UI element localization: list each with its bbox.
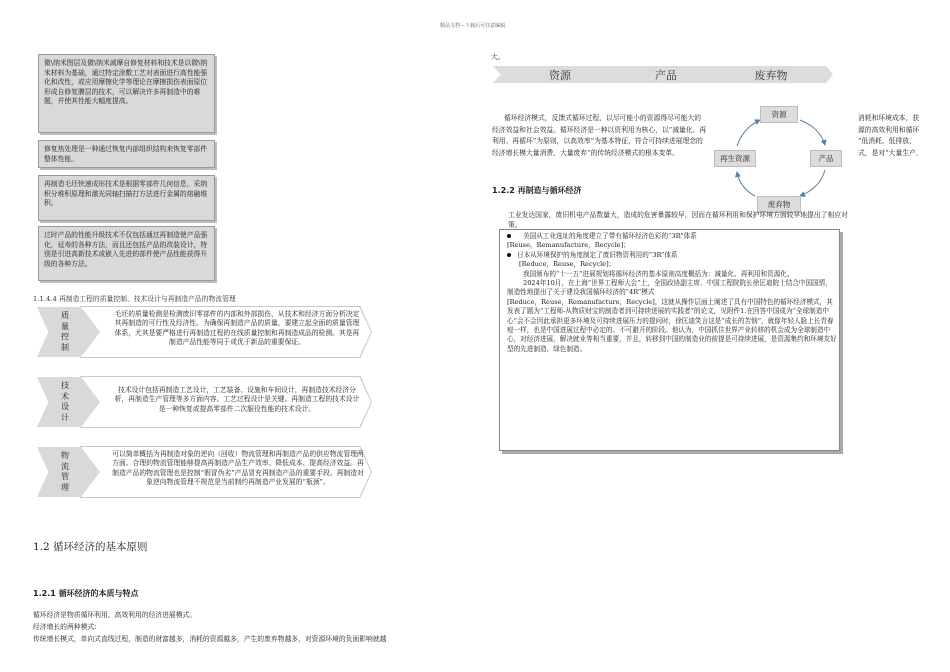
flow-label-resource: 资源 bbox=[549, 69, 571, 82]
section-1-2-1-title: 1.2.1 循环经济的本质与特点 bbox=[33, 589, 139, 598]
panel-4r-model: 2024年10月，在上海“世界工程师大会”上，全国政协副主席、中国工程院院长徐匡迪院士结合中国国情，制造性地提出了关于建设我国循环经济的“4R”模式 bbox=[507, 279, 832, 297]
box-rapid-forming: 再制造毛坯快速成形技术是根据零部件几何信息，采纳积分堆积原理和激光同轴扫描打方法进行金属的熔融堆积。 bbox=[38, 175, 215, 221]
para-industrial-countries: 工业发达国家，废旧机电产品数量大，造成的危害暴露较早，因而在循环利用和保护环境方面较早地提出了相应对策。 bbox=[508, 211, 848, 229]
flow-label-product: 产品 bbox=[655, 69, 677, 82]
bullet-dot bbox=[507, 253, 511, 257]
para-two-modes: 经济增长的两种模式： bbox=[33, 623, 101, 631]
side-text-line-1: 消耗和环境成本，获 bbox=[858, 114, 920, 122]
side-text-line-2: 源的高效利用和循环 bbox=[858, 125, 920, 134]
side-text-line-4: 式，是对“大量生产、 bbox=[858, 148, 923, 157]
side-text bbox=[858, 113, 950, 159]
side-text-line-3: “低消耗、低排放、 bbox=[858, 137, 916, 145]
panel-china-plan: 我国颁布的“十一五”进展规划将循环经济的基本原则高度概括为：减量化、再利用和资源化。 bbox=[523, 269, 794, 278]
cycle-node-resource: 资源 bbox=[760, 106, 798, 123]
header-note: 精品文档---下载后可任意编辑 bbox=[440, 23, 506, 29]
label-logistics: 物流管理 bbox=[61, 451, 69, 492]
flow-label-waste: 废弃物 bbox=[754, 69, 788, 82]
box-upgrade: 过时产品的性能升级技术不仅包括通过再制造使产品强化，延寿的各种方法，而且还包括产品的改装设计，特别是引进高新技术或嵌入先进的部件使产品性能获得升级的各种方法。 bbox=[38, 226, 215, 281]
para-circular-mode: 循环经济模式，反馈式循环过程，以尽可能小的资源得尽可能大的经济效益和社会效益。循环经济是一种以资利用为核心，以“减量化、再利用、再循环”为原则，以高效率”为基本特征，符合可持续进展理念的经济增长模大量消费、大量废弃”的传统经济模式的根本变革。 bbox=[492, 114, 707, 157]
text-design: 技术设计包括再制造工艺设计，工艺装备、设施和车间设计，再制造技术经济分析，再制造生产管理等多方面内容。工艺过程设计是关键。再制造工程的技术设计是一种恢复或提高零部件二次服役性能的技术设计。 bbox=[114, 386, 360, 413]
box-heat-treatment: 修复热处理是一种通过恢复内部组织结构来恢复零部件整体性能。 bbox=[38, 140, 215, 168]
text-logistics: 可以简单概括为再制造对象的逆向（回收）物流管理和再制造产品的供应物流管理两方面。合理的物流管理能够提高再制造产品生产效率、降低成本、提高经济效益。再制造产品的物流管理也是控制“假冒伪劣”产品冒充再制造产品的重要手段。再制造对象逆向物流管理不规范是当前制约再制造产业发展的“瓶颈”。 bbox=[112, 450, 364, 487]
policy-panel-body bbox=[507, 232, 837, 354]
label-design: 技术设计 bbox=[61, 381, 69, 422]
cycle-node-waste: 废弃物 bbox=[757, 196, 801, 213]
section-1-2-2-title: 1.2.2 再制造与循环经济 bbox=[492, 186, 582, 195]
box-nano-coating: 微\纳米图层及微\纳米减摩自修复材料和技术是以微\纳米材料为基础，通过特定涂敷工艺对表面进行高性能强化和改性，或应用摩擦化学等理论在摩擦损伤表面原位形成自修复膜层的技术，可以解决许多再制造中的难题，并使其性能大幅度提高。 bbox=[38, 54, 215, 133]
panel-usa-3r-items: [Reuse，Remanufacture，Recycle]； bbox=[507, 241, 630, 250]
label-quality: 质量控制 bbox=[61, 311, 69, 352]
para-circular-definition: 循环经济是物质循环利用、高效利用的经济进展模式。 bbox=[33, 611, 197, 619]
top-char: 大。 bbox=[491, 53, 505, 61]
policy-panel bbox=[499, 229, 840, 451]
cycle-node-product: 产品 bbox=[810, 150, 842, 167]
text-quality: 毛坯的质量检测是检测废旧零部件的内部和外部损伤，从技术和经济方面分析决定其再制造的可行性及经济性。为确保再制造产品的质量，要建立起全面的质量管理体系，尤其是要严格进行再制造过程的在线质量控制和再制造成品的检测。其是再制造产品性能等同于或优于新品的重要保证。 bbox=[114, 310, 360, 347]
cycle-node-recycled: 再生资源 bbox=[714, 150, 756, 167]
section-1-2-title: 1.2 循环经济的基本原则 bbox=[33, 541, 148, 553]
panel-japan-3r-items: [Reduce，Reuse，Recycle]； bbox=[519, 260, 616, 269]
subsection-1-1-4-4-title: 1.1.4.4 再制造工程的质量控制、技术设计与再制造产品的物流管理 bbox=[33, 295, 236, 303]
para-traditional-mode: 传统增长模式，单向式直线过程，制造的财富越多，消耗的资源越多，产生的废弃物越多，对资源环境的负面影响就越 bbox=[33, 635, 387, 643]
panel-usa-3r: 美国从工业选址的角度建立了带有循环经济色彩的“3R”体系 bbox=[523, 232, 697, 240]
panel-japan-3r: 日本从环境保护的角度制定了废旧物资利用的“3R”体系 bbox=[517, 250, 678, 259]
bullet-dot bbox=[507, 234, 511, 238]
panel-4r-details: [Reduce，Reuse，Remanufacture，Recycle]，这就从操作层面上阐述了具有中国特色的循环经济模式，其发表了题为“工程师-从物质财宝的制造者到可持续进展的实践者”的论文，见附件1.在回答中国成为“全球制造中心”会不会因此承担更多环境及可持续进展压力的提问时，徐匡迪笑言这是“成长的苦恼”，就像年轻人脸上长青春痘一样，也是中国进展过程中必定的、不可避开的阶段。他认为，中国抓住世界产业转移的机会成为全球制造中心，对经济进展，解决就业等相当重要，并且，转移到中国的制造业的前提是可持续进展，是资源集约和环境友好型的先进制造、绿色制造。 bbox=[507, 297, 837, 353]
